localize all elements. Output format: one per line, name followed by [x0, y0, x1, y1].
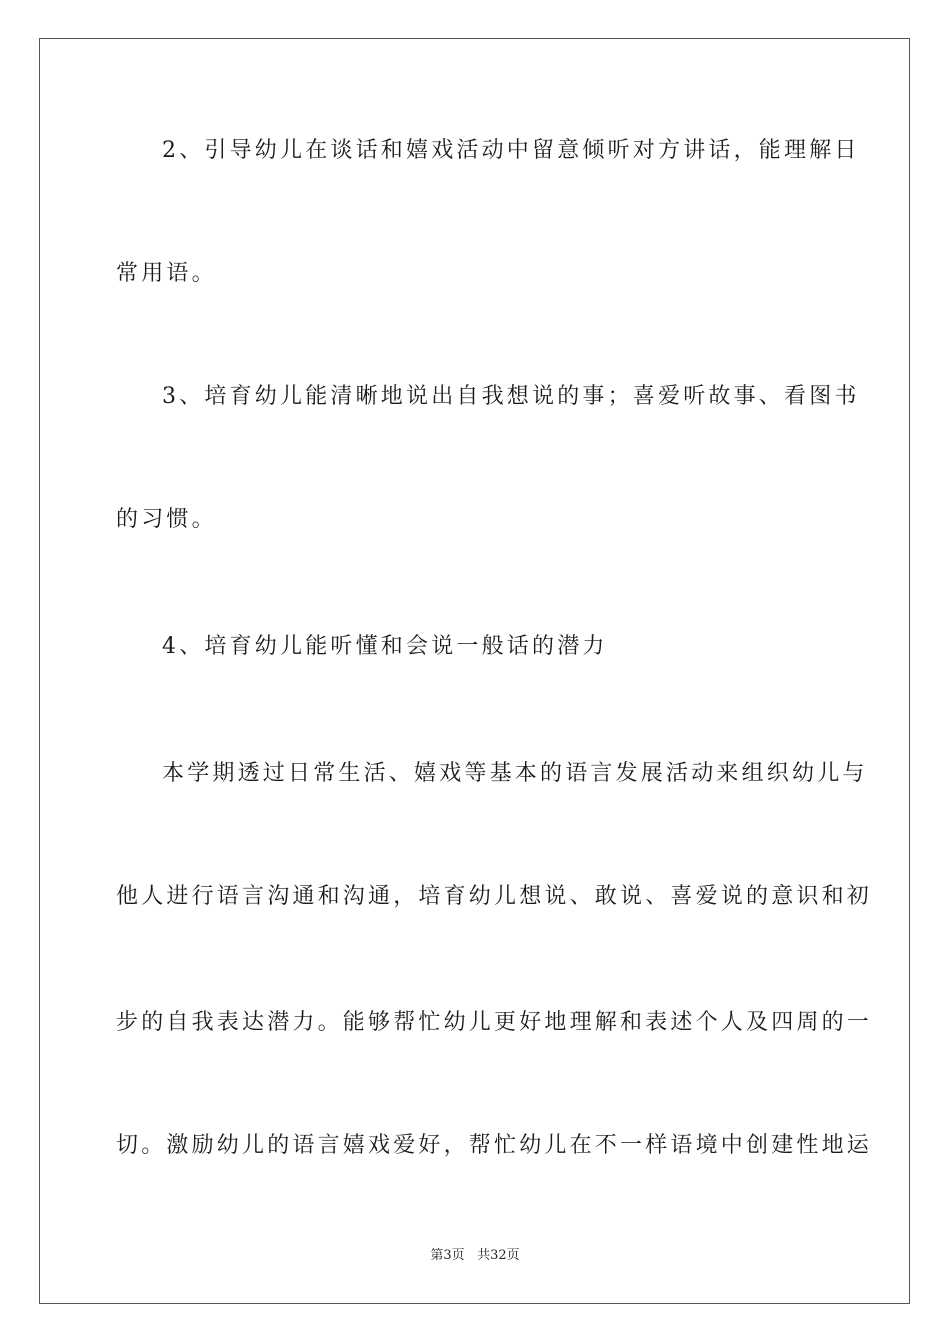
paragraph-line: 本学期透过日常生活、嬉戏等基本的语言发展活动来组织幼儿与: [162, 761, 868, 786]
page-footer: [0, 1247, 950, 1265]
page-border: [39, 38, 910, 1304]
paragraph-line: 的习惯。: [116, 507, 217, 532]
paragraph-line: 他人进行语言沟通和沟通，培育幼儿想说、敢说、喜爱说的意识和初: [116, 884, 873, 909]
page-number: 第3页: [430, 1248, 465, 1263]
paragraph-line: 常用语。: [116, 261, 217, 286]
paragraph-line: 步的自我表达潜力。能够帮忙幼儿更好地理解和表述个人及四周的一: [116, 1010, 873, 1035]
paragraph-line: 2、引导幼儿在谈话和嬉戏活动中留意倾听对方讲话，能理解日: [162, 138, 860, 163]
paragraph-line: 切。激励幼儿的语言嬉戏爱好，帮忙幼儿在不一样语境中创建性地运: [116, 1133, 873, 1158]
paragraph-line: 3、培育幼儿能清晰地说出自我想说的事；喜爱听故事、看图书: [162, 384, 860, 409]
page-total: 共32页: [477, 1248, 520, 1263]
paragraph-line: 4、培育幼儿能听懂和会说一般话的潜力: [162, 634, 608, 659]
